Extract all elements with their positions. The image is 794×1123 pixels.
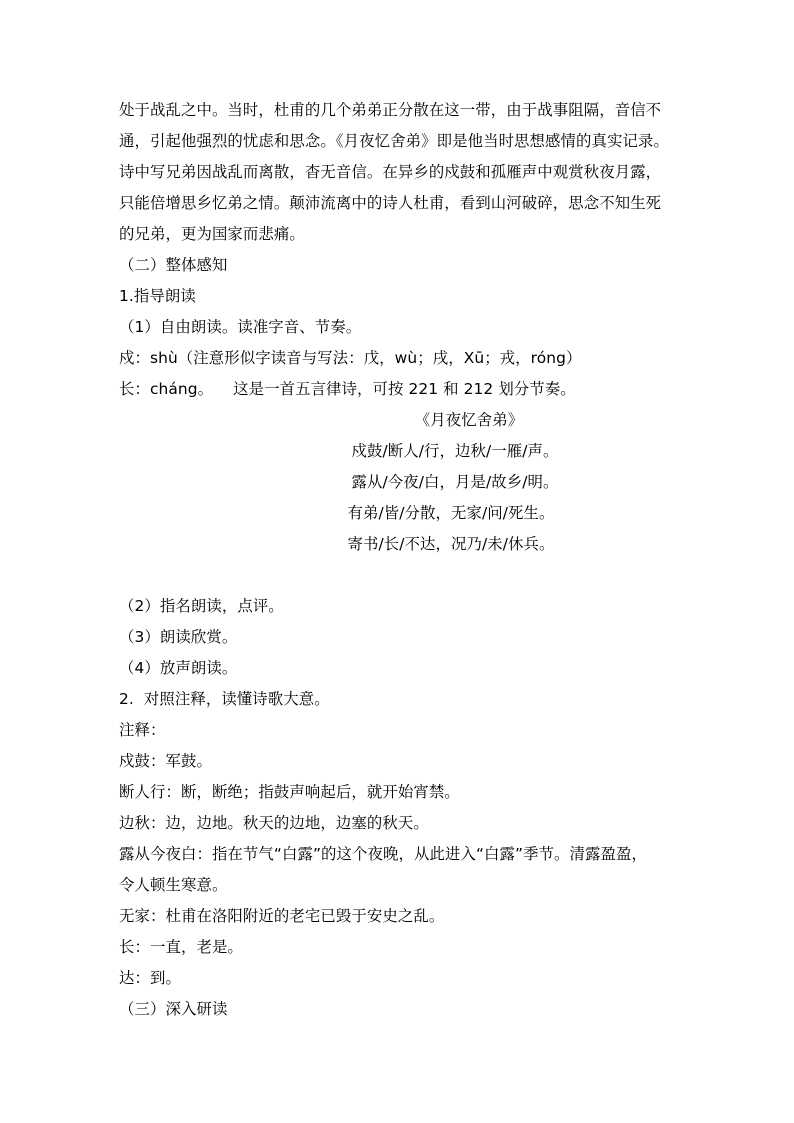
poem-line: 寄书/长/不达，况乃/未/休兵。: [347, 535, 555, 553]
note-item: 无家：杜甫在洛阳附近的老宅已毁于安史之乱。: [119, 907, 445, 925]
blank-line: [119, 560, 679, 591]
pronunciation-note: 戍：shù（注意形似字读音与写法：戊，wù；戌，Xū；戎，róng）: [119, 349, 582, 367]
note-item: 戍鼓：军鼓。: [119, 752, 212, 770]
note-item: 断人行：断，断绝；指鼓声响起后，就开始宵禁。: [119, 783, 460, 801]
note-item: 露从今夜白：指在节气“白露”的这个夜晚，从此进入“白露”季节。清露盈盈，: [119, 845, 647, 863]
poem-line: 露从/今夜/白，月是/故乡/明。: [351, 473, 559, 491]
step-named-reading: （2）指名朗读，点评。: [119, 597, 284, 615]
document-body: [119, 95, 679, 1025]
poem-title: 《月夜忆舍弟》: [414, 411, 524, 429]
poem-line: 有弟/皆/分散，无家/问/死生。: [347, 504, 555, 522]
pronunciation-rhythm-note: 长：cháng。 这是一首五言律诗，可按 221 和 212 划分节奏。: [119, 380, 576, 398]
item-heading-reading-guide: 1.指导朗读: [119, 287, 196, 305]
section-heading-deep-study: （三）深入研读: [119, 1000, 228, 1018]
paragraph-line: 诗中写兄弟因战乱而离散，杳无音信。在异乡的戍鼓和孤雁声中观赏秋夜月露，: [119, 163, 662, 181]
note-item: 边秋：边，边地。秋天的边地，边塞的秋天。: [119, 814, 429, 832]
note-item: 令人顿生寒意。: [119, 876, 228, 894]
poem-line: 戍鼓/断人/行，边秋/一雁/声。: [351, 442, 559, 460]
note-item: 达：到。: [119, 969, 181, 987]
paragraph-line: 通，引起他强烈的忧虑和思念。《月夜忆舍弟》即是他当时思想感情的真实记录。: [119, 132, 669, 150]
paragraph-line: 处于战乱之中。当时，杜甫的几个弟弟正分散在这一带，由于战事阻隔，音信不: [119, 101, 662, 119]
notes-label: 注释：: [119, 721, 166, 739]
note-item: 长：一直，老是。: [119, 938, 243, 956]
step-appreciation: （3）朗读欣赏。: [119, 628, 238, 646]
item-heading-annotations: 2. 对照注释，读懂诗歌大意。: [119, 690, 330, 708]
step-free-reading: （1）自由朗读。读准字音、节奏。: [119, 318, 362, 336]
step-loud-reading: （4）放声朗读。: [119, 659, 238, 677]
paragraph-line: 只能倍增思乡忆弟之情。颠沛流离中的诗人杜甫，看到山河破碎，思念不知生死: [119, 194, 662, 212]
paragraph-line: 的兄弟，更为国家而悲痛。: [119, 225, 305, 243]
section-heading-overall: （二）整体感知: [119, 256, 228, 274]
